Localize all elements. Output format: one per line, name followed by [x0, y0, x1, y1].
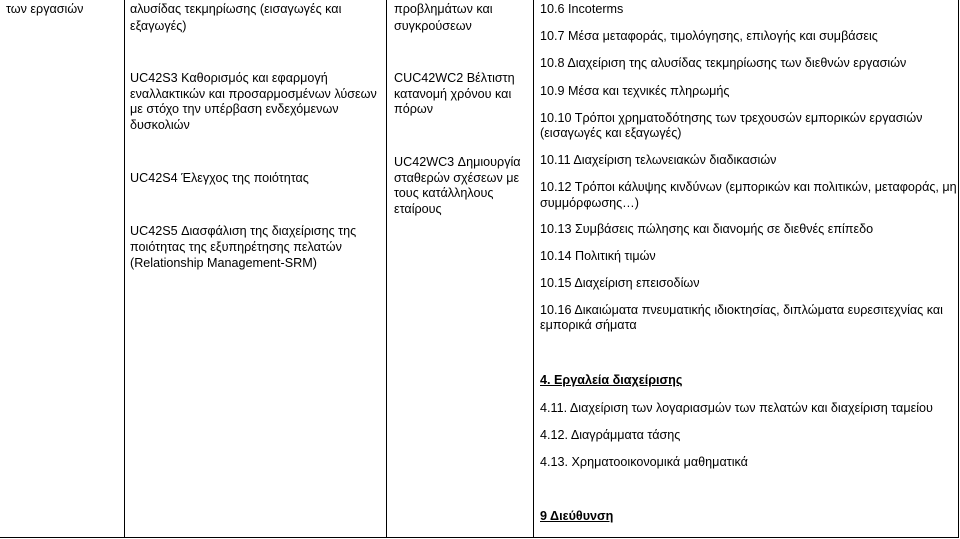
uc42s3-line: με στόχο την υπέρβαση ενδεχόμενων [130, 102, 339, 116]
uc42wc3-line: εταίρους [394, 202, 442, 216]
item-10-9: 10.9 Μέσα και τεχνικές πληρωμής [540, 84, 730, 98]
table-bottom-border [0, 537, 959, 538]
uc42s3-line: δυσκολιών [130, 118, 190, 132]
uc42s5-line: (Relationship Management-SRM) [130, 256, 317, 270]
item-4-11: 4.11. Διαχείριση των λογαριασμών των πελατών και διαχείριση ταμείου [540, 401, 933, 415]
item-10-11: 10.11 Διαχείριση τελωνειακών διαδικασιών [540, 153, 777, 167]
col2-cont-line: εξαγωγές) [130, 19, 187, 33]
item-10-13: 10.13 Συμβάσεις πώλησης και διανομής σε διεθνές επίπεδο [540, 222, 874, 236]
item-10-7: 10.7 Μέσα μεταφοράς, τιμολόγησης, επιλογής και συμβάσεις [540, 29, 878, 43]
item-10-16-cont: εμπορικά σήματα [540, 318, 637, 332]
col2-cont-line: αλυσίδας τεκμηρίωσης (εισαγωγές και [130, 2, 342, 16]
col3-cont-line: προβλημάτων και [394, 2, 493, 16]
item-10-8: 10.8 Διαχείριση της αλυσίδας τεκμηρίωσης των διεθνών εργασιών [540, 56, 907, 70]
item-10-16: 10.16 Δικαιώματα πνευματικής ιδιοκτησίας, διπλώματα ευρεσιτεχνίας και [540, 303, 943, 317]
uc42wc3-line: τους κατάλληλους [394, 186, 494, 200]
item-10-12: 10.12 Τρόποι κάλυψης κινδύνων (εμπορικών και πολιτικών, μεταφοράς, μη [540, 180, 957, 194]
uc42s5-line: ποιότητας της εξυπηρέτησης πελατών [130, 240, 342, 254]
item-10-15: 10.15 Διαχείριση επεισοδίων [540, 276, 700, 290]
item-10-14: 10.14 Πολιτική τιμών [540, 249, 656, 263]
cuc42wc2-line: CUC42WC2 Βέλτιστη [394, 71, 515, 85]
item-10-6: 10.6 Incoterms [540, 2, 624, 16]
item-10-10: 10.10 Τρόποι χρηματοδότησης των τρεχουσών εμπορικών εργασιών [540, 111, 923, 125]
uc42s4-line: UC42S4 Έλεγχος της ποιότητας [130, 171, 309, 185]
cuc42wc2-line: πόρων [394, 102, 433, 116]
item-4-13: 4.13. Χρηματοοικονομικά μαθηματικά [540, 455, 748, 469]
uc42s5-line: UC42S5 Διασφάλιση της διαχείρισης της [130, 224, 357, 238]
uc42s3-line: εναλλακτικών και προσαρμοσμένων λύσεων [130, 87, 377, 101]
cuc42wc2-line: κατανομή χρόνου και [394, 87, 512, 101]
item-4-12: 4.12. Διαγράμματα τάσης [540, 428, 681, 442]
item-10-12-cont: συμμόρφωσης…) [540, 196, 639, 210]
column-divider [124, 0, 125, 537]
column-divider [533, 0, 534, 537]
table-right-border [958, 0, 959, 537]
uc42wc3-line: σταθερών σχέσεων με [394, 171, 520, 185]
uc42s3-line: UC42S3 Καθορισμός και εφαρμογή [130, 71, 328, 85]
item-10-10-cont: (εισαγωγές και εξαγωγές) [540, 126, 682, 140]
section-4-heading: 4. Εργαλεία διαχείρισης [540, 373, 683, 387]
col1-text: των εργασιών [6, 2, 84, 16]
section-9-heading: 9 Διεύθυνση [540, 509, 614, 523]
column-divider [386, 0, 387, 537]
col3-cont-line: συγκρούσεων [394, 19, 472, 33]
uc42wc3-line: UC42WC3 Δημιουργία [394, 155, 521, 169]
